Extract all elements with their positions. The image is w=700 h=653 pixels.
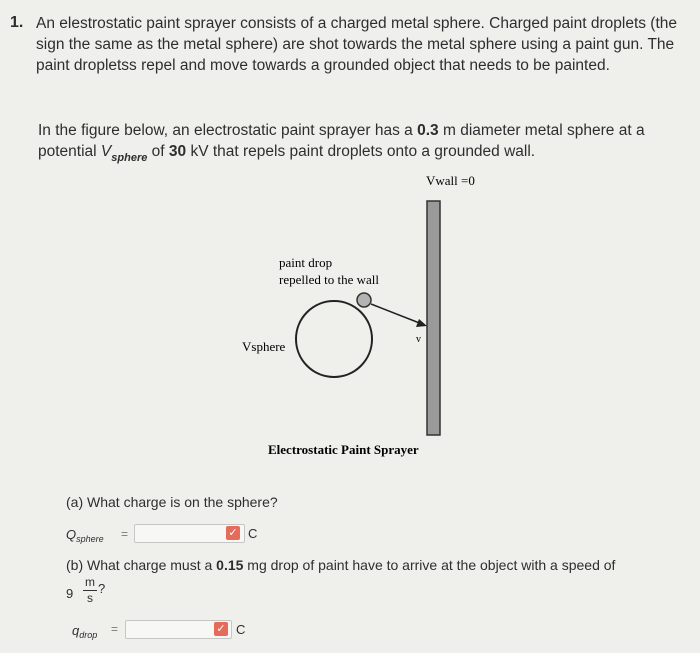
- flag-icon[interactable]: ✓: [226, 526, 240, 540]
- paint-drop-label-2: repelled to the wall: [279, 272, 379, 287]
- grounded-wall: [427, 201, 440, 435]
- part-b-equals: =: [111, 622, 119, 636]
- velocity-label: v: [416, 334, 421, 345]
- speed-unit-fraction: m s: [85, 575, 95, 605]
- potential-value: 30: [168, 143, 187, 160]
- part-b-prompt: (b) What charge must a 0.15 mg drop of paint have to arrive at the object with a speed of: [66, 557, 616, 573]
- question-setup: In the figure below, an electrostatic paint sprayer has a 0.3 m diameter metal sphere at a potential $V_{sphere}$ of 30 kV that repels paint droplets onto a grounded wall.: [38, 122, 645, 164]
- part-a-label: $Q_{sphere}$: [66, 527, 104, 544]
- flag-icon[interactable]: ✓: [214, 622, 228, 636]
- paint-sprayer-figure: [230, 170, 480, 465]
- metal-sphere: [296, 301, 372, 377]
- speed-question-mark: ?: [98, 581, 106, 596]
- speed-value: 9: [66, 586, 74, 601]
- vwall-label: Vwall =0: [426, 173, 475, 188]
- paint-drop-label: paint drop: [279, 255, 333, 270]
- part-a-equals: =: [121, 527, 129, 541]
- mass-value: 0.15: [216, 557, 244, 573]
- part-b-unit: C: [236, 622, 246, 637]
- part-a-unit: C: [248, 526, 258, 541]
- velocity-arrow: [371, 304, 422, 324]
- arrow-head-icon: [416, 319, 427, 327]
- question-number: 1.: [10, 14, 24, 31]
- question-intro: An elestrostatic paint sprayer consists of a charged metal sphere. Charged paint droplets (the sign the same as the metal sphere) are shot towards the metal sphere using a paint gun. The paint dropletss repel and move towards a grounded object that needs to be painted.: [36, 15, 678, 74]
- part-a-prompt: (a) What charge is on the sphere?: [66, 494, 278, 510]
- part-b-label: $q_{drop}$: [72, 623, 98, 640]
- diameter-value: 0.3: [417, 122, 439, 139]
- figure-caption: Electrostatic Paint Sprayer: [268, 442, 419, 457]
- vsphere-label: Vsphere: [242, 339, 286, 354]
- paint-drop: [357, 293, 371, 307]
